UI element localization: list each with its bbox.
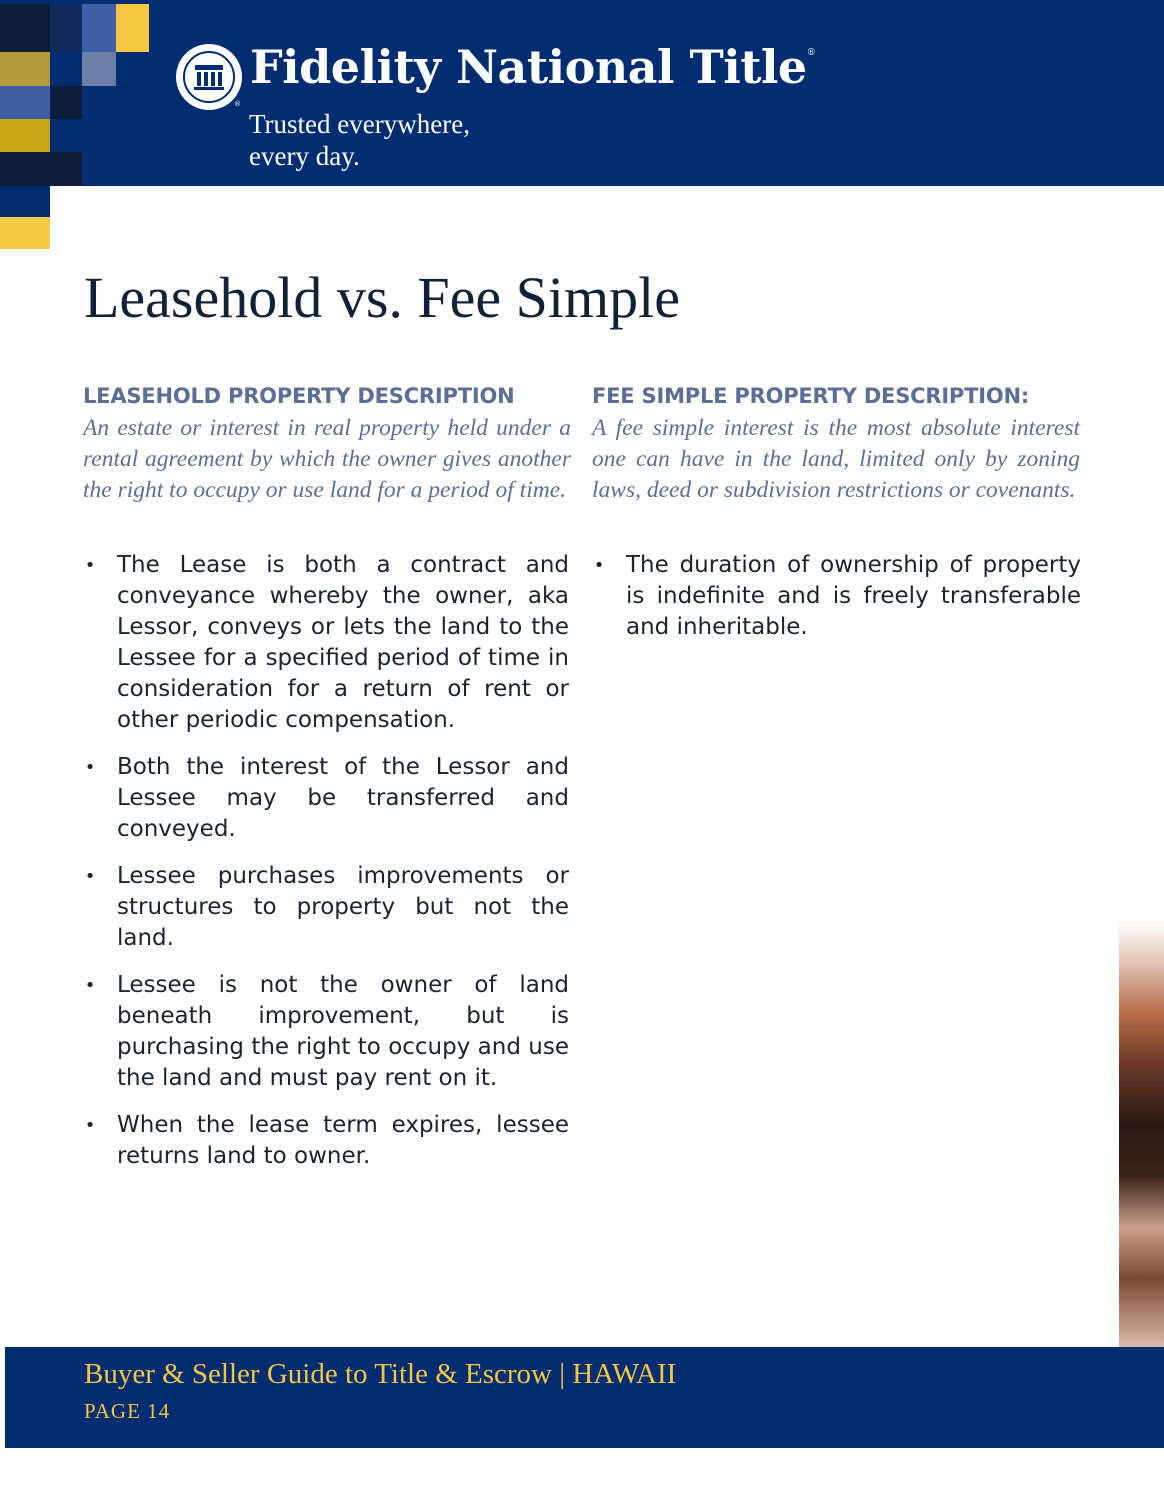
decor-square [0, 52, 50, 86]
brand-name [250, 40, 816, 94]
decor-square [50, 4, 82, 52]
building-icon [192, 62, 226, 92]
logo-seal-icon [176, 44, 242, 110]
bullet-text: Lessee purchases improvements or structures to property but not the land. [117, 863, 569, 951]
leasehold-heading: LEASEHOLD PROPERTY DESCRIPTION [83, 384, 515, 408]
bullet-icon: • [84, 975, 96, 996]
bullet-icon: • [84, 555, 96, 576]
page-title: Leasehold vs. Fee Simple [84, 265, 681, 330]
bullet-text: The Lease is both a contract and conveyance whereby the owner, aka Lessor, conveys or lets the land to the Lessee for a specified period of time in consideration for a return of rent or other periodic compensation. [117, 552, 569, 733]
bullet-icon: • [84, 757, 96, 778]
page-number: PAGE 14 [84, 1399, 171, 1423]
fee-simple-description: A fee simple interest is the most absolute interest one can have in the land, limited only by zoning laws, deed or subdivision restrictions or covenants. [592, 415, 1080, 503]
decor-square [0, 186, 50, 217]
list-item [83, 752, 569, 845]
tagline-line-1: Trusted everywhere, [249, 109, 470, 139]
list-item [592, 550, 1081, 643]
list-item [83, 970, 569, 1094]
fee-simple-bullet-list [592, 550, 1081, 659]
decor-square [0, 4, 50, 52]
footer-guide-title: Buyer & Seller Guide to Title & Escrow | HAWAII [84, 1358, 677, 1390]
cropped-photo [1119, 920, 1164, 1347]
leasehold-section [83, 382, 571, 506]
decor-square [0, 86, 50, 119]
registered-mark: ® [234, 100, 241, 108]
decor-square [0, 119, 50, 152]
bullet-icon: • [84, 866, 96, 887]
footer-banner [5, 1347, 1164, 1448]
decor-square [50, 86, 82, 119]
decor-square [116, 4, 149, 52]
bullet-text: When the lease term expires, lessee returns land to owner. [117, 1112, 569, 1169]
bullet-icon: • [84, 1115, 96, 1136]
bullet-icon: • [593, 555, 605, 576]
leasehold-description: An estate or interest in real property held under a rental agreement by which the owner gives another the right to occupy or use land for a period of time. [83, 415, 571, 503]
bullet-text: The duration of ownership of property is indefinite and is freely transferable and inheritable. [626, 552, 1081, 640]
tagline-line-2: every day. [249, 141, 360, 171]
decor-square [0, 152, 50, 186]
leasehold-bullet-list [83, 550, 569, 1188]
decor-square [82, 4, 116, 52]
list-item [83, 861, 569, 954]
fee-simple-heading: FEE SIMPLE PROPERTY DESCRIPTION: [592, 384, 1030, 408]
bullet-text: Both the interest of the Lessor and Lessee may be transferred and conveyed. [117, 754, 569, 842]
list-item [83, 1110, 569, 1172]
brand-name-text: Fidelity National Title [250, 40, 807, 94]
brand-registered-mark: ® [806, 48, 816, 58]
decor-square [50, 152, 82, 186]
header-banner [0, 0, 1164, 186]
fee-simple-section [592, 382, 1080, 506]
list-item [83, 550, 569, 736]
tagline [249, 108, 470, 172]
decor-square [82, 52, 116, 86]
decor-square [0, 217, 50, 249]
bullet-text: Lessee is not the owner of land beneath improvement, but is purchasing the right to occupy and use the land and must pay rent on it. [117, 972, 569, 1091]
